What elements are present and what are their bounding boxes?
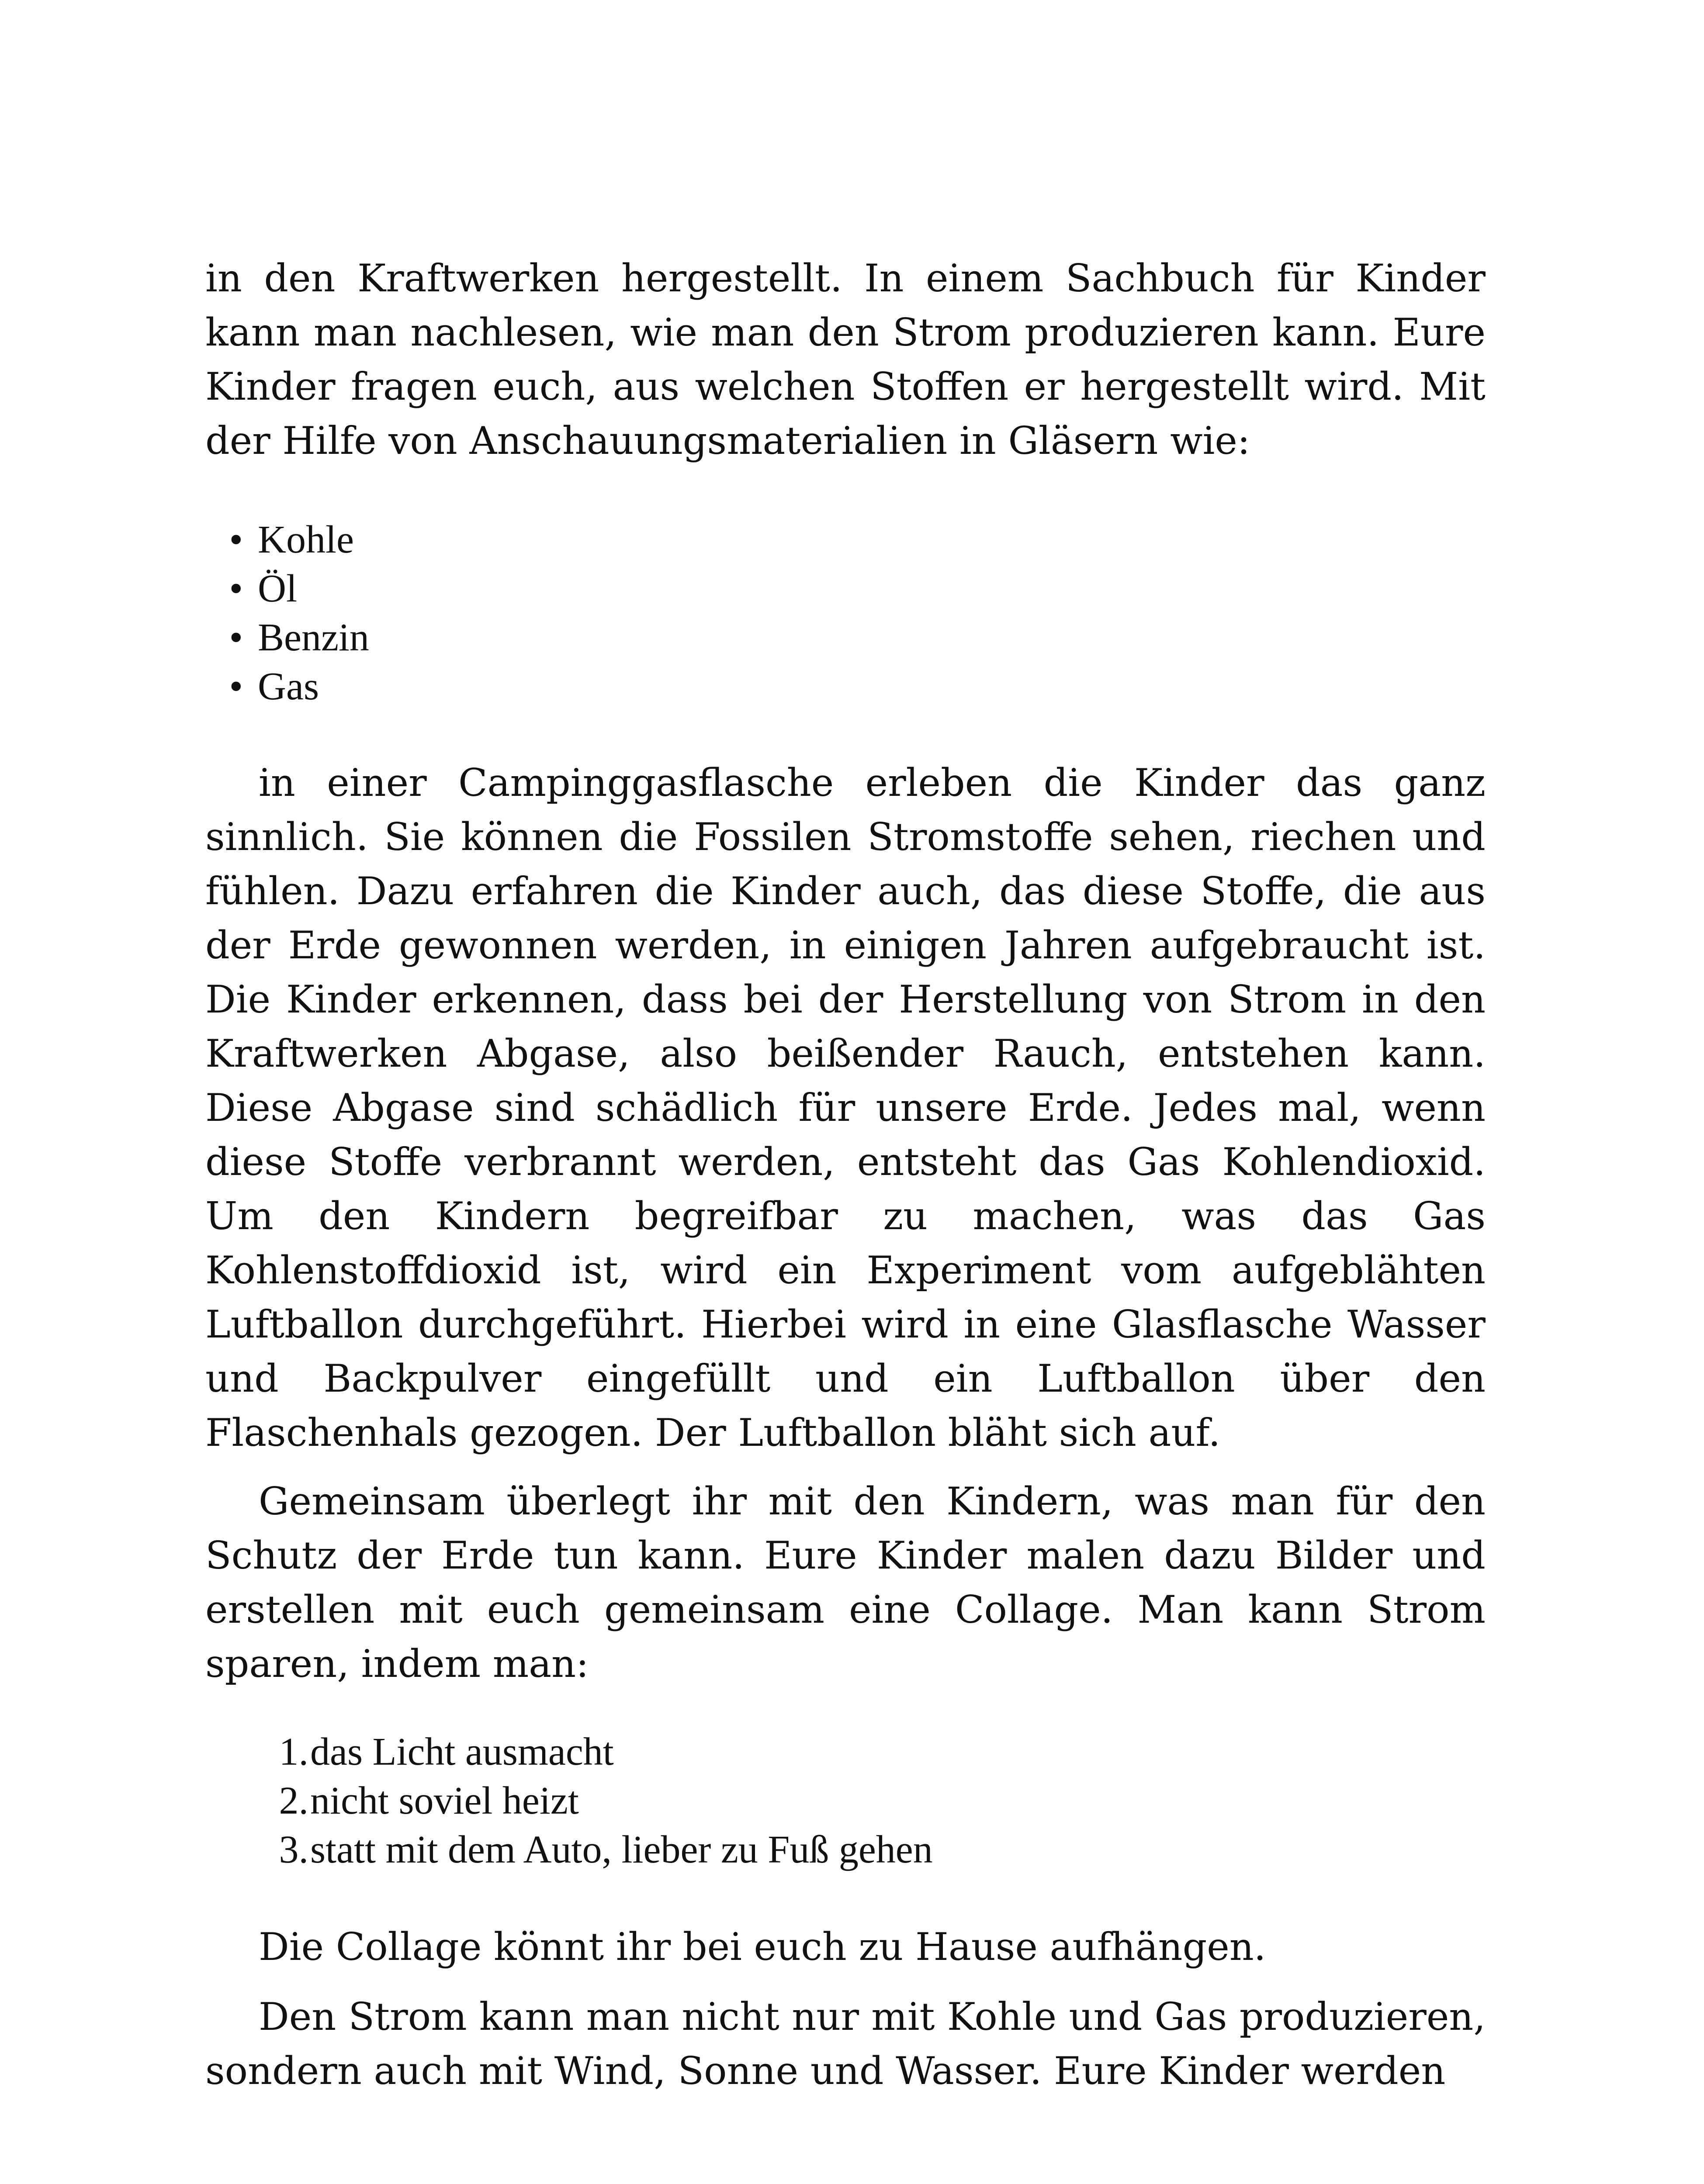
bullet-marker: • <box>229 665 243 708</box>
list-item <box>205 1825 933 1874</box>
paragraph-2 <box>205 756 1486 1460</box>
numbered-list <box>205 1728 933 1874</box>
paragraph-1 <box>205 251 1486 468</box>
paragraph-4-text: Die Collage könnt ihr bei euch zu Hause aufhängen. <box>259 1925 1266 1969</box>
list-item-text: Gas <box>258 665 319 708</box>
number-marker: 3. <box>279 1828 308 1871</box>
bullet-marker: • <box>229 616 243 659</box>
bullet-marker: • <box>229 518 243 561</box>
list-item-text: statt mit dem Auto, lieber zu Fuß gehen <box>310 1828 933 1871</box>
list-item-text: Benzin <box>258 616 369 659</box>
paragraph-3-text: Gemeinsam überlegt ihr mit den Kindern, was man für den Schutz der Erde tun kann. Eure Kinder malen dazu Bilder und erstellen mit euch gemeinsam eine Collage. Man kann Strom sparen, indem man: <box>205 1479 1486 1686</box>
bullet-marker: • <box>229 567 243 610</box>
paragraph-4 <box>205 1920 1486 1974</box>
list-item <box>205 613 369 662</box>
paragraph-1-text: in den Kraftwerken hergestellt. In einem Sachbuch für Kinder kann man nachlesen, wie man den Strom produzieren kann. Eure Kinder fragen euch, aus welchen Stoffen er hergestellt wird. Mit der Hilfe von Anschauungsmaterialien in Gläsern wie: <box>205 256 1486 463</box>
paragraph-2-text: in einer Campinggasflasche erleben die Kinder das ganz sinnlich. Sie können die Fossilen Stromstoffe sehen, riechen und fühlen. Dazu erfahren die Kinder auch, das diese Stoffe, die aus der Erde gewonnen werden, in einigen Jahren aufgebraucht ist. Die Kinder erkennen, dass bei der Herstellung von Strom in den Kraftwerken Abgase, also beißender Rauch, entstehen kann. Diese Abgase sind schädlich für unsere Erde. Jedes mal, wenn diese Stoffe verbrannt werden, entsteht das Gas Kohlendioxid. Um den Kindern begreifbar zu machen, was das Gas Kohlenstoffdioxid ist, wird ein Experiment vom aufgeblähten Luftballon durchgeführt. Hierbei wird in eine Glasflasche Wasser und Backpulver eingefüllt und ein Luftballon über den Flaschenhals gezogen. Der Luftballon bläht sich auf. <box>205 760 1486 1455</box>
list-item <box>205 564 369 613</box>
paragraph-3 <box>205 1474 1486 1691</box>
paragraph-5-text: Den Strom kann man nicht nur mit Kohle und Gas produzieren, sondern auch mit Wind, Sonne und Wasser. Eure Kinder werden <box>205 1994 1486 2093</box>
bullet-list <box>205 515 369 711</box>
list-item-text: Kohle <box>258 518 354 561</box>
list-item-text: das Licht ausmacht <box>310 1730 614 1773</box>
list-item-text: Öl <box>258 567 297 610</box>
number-marker: 1. <box>279 1730 308 1773</box>
paragraph-5 <box>205 1990 1486 2098</box>
list-item <box>205 515 369 564</box>
list-item <box>205 662 369 711</box>
number-marker: 2. <box>279 1779 308 1822</box>
list-item <box>205 1728 933 1776</box>
list-item-text: nicht soviel heizt <box>310 1779 579 1822</box>
list-item <box>205 1776 933 1825</box>
